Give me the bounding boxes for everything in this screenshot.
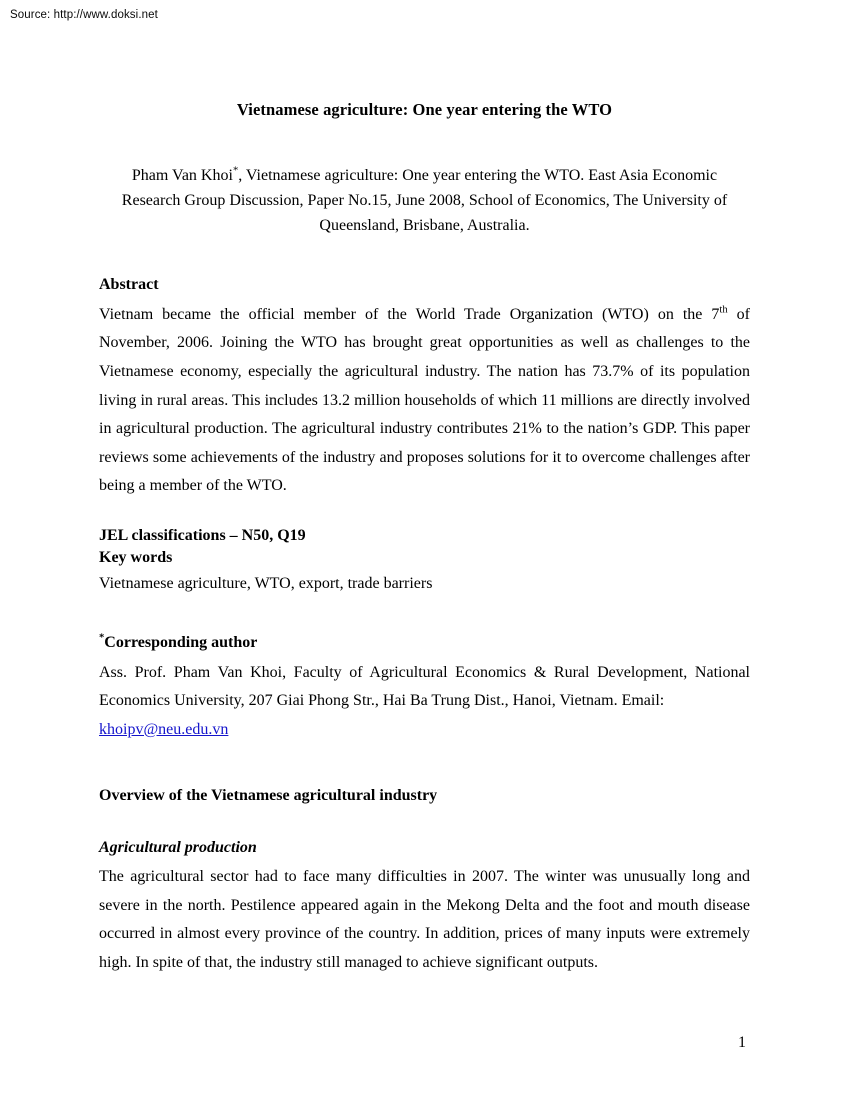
corresponding-author-email-line [99, 716, 750, 745]
keywords-value: Vietnamese agriculture, WTO, export, trade barriers [99, 574, 433, 592]
corresponding-author-label: Corresponding author [104, 634, 258, 652]
author-footnote-marker: * [232, 165, 239, 177]
document-content [99, 0, 750, 978]
corresponding-author-heading [99, 632, 750, 654]
spacer [99, 807, 750, 837]
affiliation-text: Ass. Prof. Pham Van Khoi, Faculty of Agricultural Economics & Rural Development, National Economics University, 207 Giai Phong Str., Hai Ba Trung Dist., Hanoi, Vietnam. Email: [99, 663, 750, 710]
section-paragraph-agricultural-production: The agricultural sector had to face many difficulties in 2007. The winter was unusually long and severe in the north. Pestilence appeared again in the Mekong Delta and the foot and mouth disease occurred in almost every province of the country. In addition, prices of many inputs were extremely high. In spite of that, the industry still managed to achieve significant outputs. [99, 868, 750, 972]
abstract-heading: Abstract [99, 276, 159, 294]
corresponding-author-footnote-marker: * [99, 633, 105, 645]
abstract-text-part-2: of November, 2006. Joining the WTO has brought great opportunities as well as challenges to the Vietnamese economy, especially the agricultural industry. The nation has 73.7% of its population living in rural areas. This includes 13.2 million households of which 11 millions are directly involved in agricultural production. The agricultural industry contributes 21% to the nation’s GDP. This paper reviews some achievements of the industry and proposes solutions for it to overcome challenges after being a member of the WTO. [99, 305, 750, 495]
spacer [99, 501, 750, 525]
ordinal-suffix: th [719, 304, 728, 316]
page-number: 1 [738, 1034, 746, 1051]
jel-classifications-heading: JEL classifications – N50, Q19 [99, 526, 306, 544]
section-heading-overview: Overview of the Vietnamese agricultural industry [99, 786, 438, 804]
source-watermark: Source: http://www.doksi.net [10, 9, 158, 21]
abstract-text-part-1: Vietnam became the official member of the World Trade Organization (WTO) on the 7 [99, 305, 720, 323]
email-link[interactable]: khoipv@neu.edu.vn [99, 720, 229, 738]
spacer [99, 238, 750, 274]
spacer [99, 745, 750, 785]
subsection-heading-agricultural-production: Agricultural production [99, 838, 257, 856]
spacer [99, 598, 750, 632]
citation-author: Pham Van Khoi [131, 166, 233, 184]
corresponding-author-affiliation [99, 659, 750, 716]
abstract-paragraph [99, 301, 750, 501]
citation-rest: , Vietnamese agriculture: One year entering the WTO. East Asia Economic Research Group Discussion, Paper No.15, June 2008, School of Economics, The University of Queensland, Brisbane, Australia. [121, 166, 728, 235]
keywords-heading: Key words [99, 549, 173, 567]
page-title: Vietnamese agriculture: One year entering the WTO [236, 100, 613, 119]
citation-block [99, 163, 750, 239]
